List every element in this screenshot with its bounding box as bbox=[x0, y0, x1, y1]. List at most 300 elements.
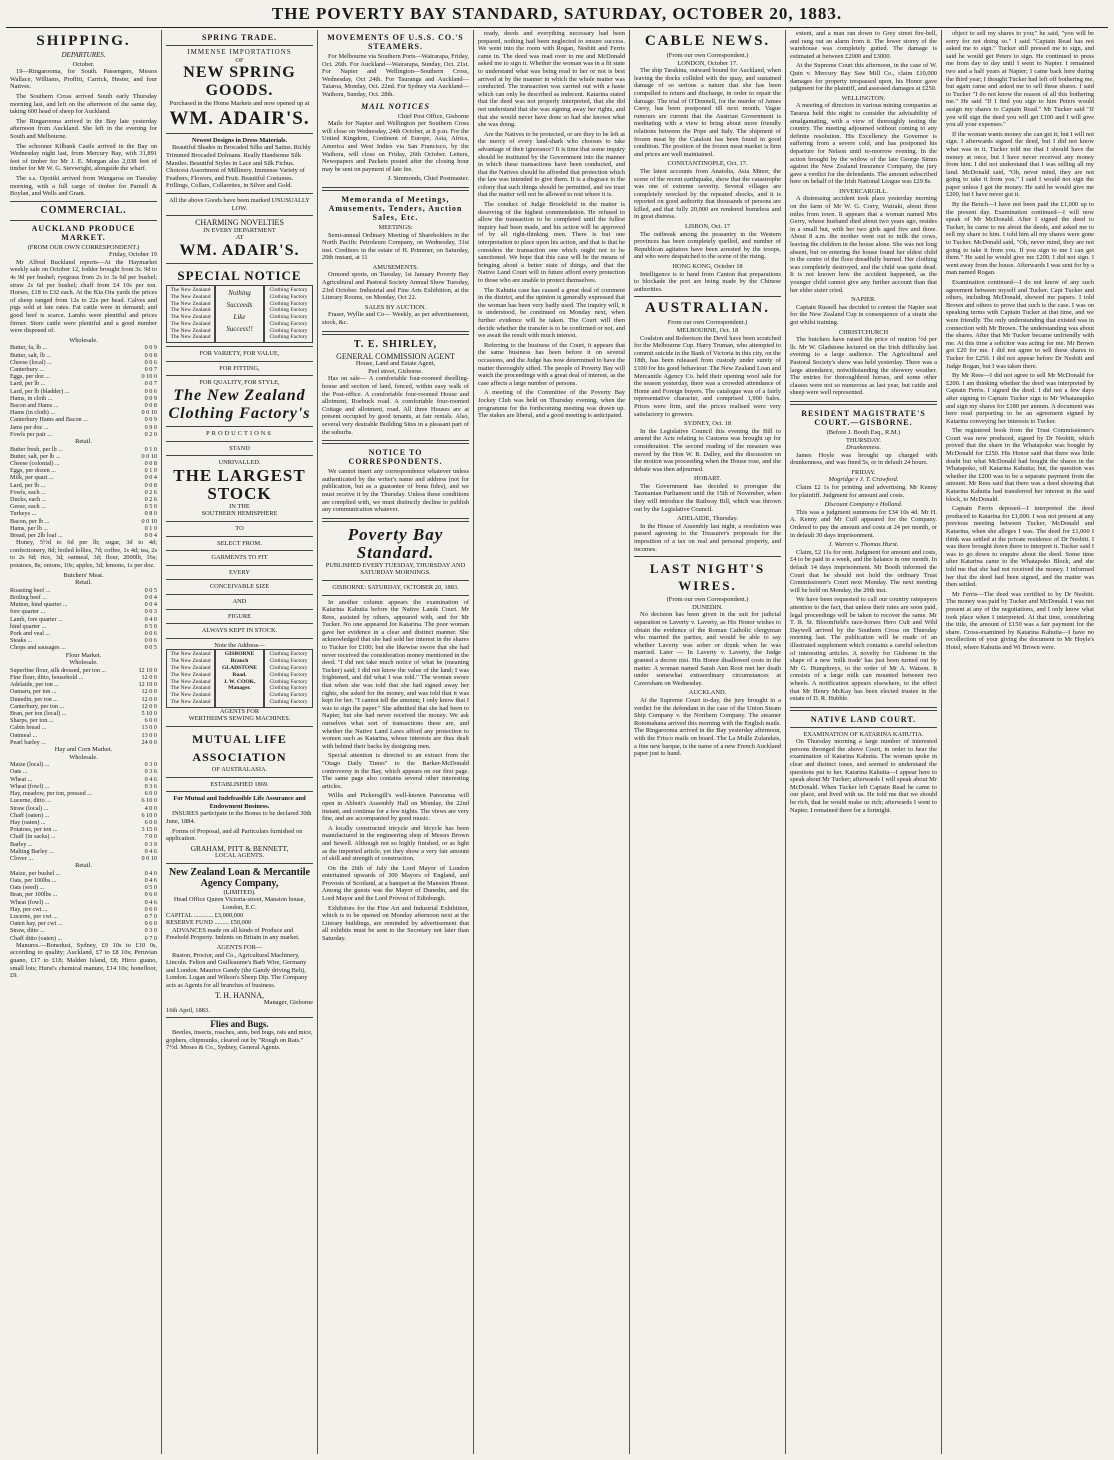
testimony-para: Mr Ferris—The deed was certified to by Dr Nesbitt. The money was paid by Tucker and McDonald. I was not present at any of the negotiations, and I only know what took place when I interpreted. At that time, considering the title, the amount of £150 was a fair payment for the share. Cross-examined by Katarina Kahutia—I have no recollection of your giving the document to Mr Hoyle's Hotel, where Kahutia and Wi Brown were. bbox=[946, 590, 1094, 651]
departures-text: 19—Ringarooma, for South. Passengers, Messrs Wallace, Williams, Proffitt, Carrick, Hester, and four Natives. bbox=[10, 68, 157, 91]
price-item: Chaff (in sacks) ... bbox=[10, 833, 56, 841]
article-para: Referring to the business of the Court, it appears that the same business has been before it on several occasions, and the Judge has now determined to have the matter thoroughly sifted. The people of Poverty Bay will watch the proceedings with a great deal of interest, as the case affects a large number of persons. bbox=[478, 341, 625, 387]
drunkenness-text: James Hoyle was brought up charged with drunkenness, and was fined 5s, or in default 24 hours. bbox=[790, 451, 937, 467]
price-row bbox=[10, 601, 157, 608]
divider bbox=[166, 609, 313, 610]
price-item: Steaks ... bbox=[10, 637, 33, 645]
divider bbox=[166, 565, 313, 566]
price-value: 0 0 6 bbox=[144, 630, 157, 638]
testimony-para: By Mr Rees—I did not agree to sell Mr McDonald for £200. I am thinking whether the deed was interpreted by Captain Ferris. I signed the deed. I did not a few days after signing to Captain Tucker sign to Mr Whatanapiko and sign my shares for £180 per annum. A document was here read purporting to be an agreement signed by Katarina conveying her interests to Tucker. bbox=[946, 372, 1094, 425]
price-row bbox=[10, 841, 157, 848]
lisbon-text: The outbreak among the peasantry in the Western provinces has been completely quelled, and number of Republican agitators have been arrested by the troops, and who were despatched to the scene of the rising. bbox=[634, 230, 781, 261]
price-value: 0 7 0 bbox=[144, 934, 157, 942]
price-item: Butter, salt, lb ... bbox=[10, 351, 51, 359]
slogan-like: Like bbox=[233, 312, 246, 321]
price-row bbox=[10, 453, 157, 460]
price-row bbox=[10, 532, 157, 539]
rm-court-sub: (Before J. Booth Esq., R.M.) bbox=[826, 428, 901, 436]
auckland-market-heading: AUCKLAND PRODUCE MARKET. bbox=[31, 223, 136, 242]
news-para: We have been requested to call our country ratepayers attention to the fact, that unless their rates are soon paid, legal proceedings will be taken to recover the same. Mr T. R. St. Bloomfield's race-horses Hero Cult and Wild Daywell arrived by the Southern Cross on Thursday morning last. The publication will be made of an illustrated supplement which contains a careful selection of interesting articles. A novelty for Gisborne in the shape of a new 'milk trade' has just been turned out by Mr G. Humphreys, to the order of Mr A. Watson. It consists of a large milk can mounted between two wheels. A notification appears elsewhere, to the effect that Mr Henry McKay has been elected trustee in the estate of D. R. Hubble. bbox=[790, 596, 937, 703]
price-item: Chaff (oaten) ... bbox=[10, 811, 50, 819]
newest-designs: Newest Designs in Dress Materials. bbox=[191, 136, 288, 144]
price-row bbox=[10, 503, 157, 510]
price-item: Maize, per bushel ... bbox=[10, 869, 61, 877]
cf-label: Clothing Factory bbox=[269, 293, 308, 300]
and-label: AND bbox=[232, 598, 247, 605]
price-item: Adelaide, per ton ... bbox=[10, 681, 59, 689]
flies-text: Beetles, insects, roaches, ants, bed bugs, rats and mice, gophers, chipmunks, cleared out by "Rough on Rats." 7½d. Moses & Co., Sydney, General Agents. bbox=[166, 1028, 313, 1052]
testimony-para: object to sell my shares to you;" he said, "you will be sorry for not doing so." I said "Captain Read has not asked me to sign." Tucker still pressed me to sign, and said he would get Peters to sign. He continued to press me from day to day until I went to Napier. I remained two and a half years at Napier; I came back here during the third year; I thought Tucker had left off bothering me, but again came and asked me to sell these shares. I said to Tucker "I do not know the reason of all this bothering me." He said "If I find you sign to him Peters would assign my shares to Captain Read." Mr Tucker said "If you will sign the deed you will get £100 and I will give you all your expenses." bbox=[946, 30, 1094, 129]
double-rule bbox=[322, 187, 469, 191]
productions: PRODUCTIONS bbox=[206, 430, 273, 438]
editorial-para: On the 26th of July the Lord Mayor of London entertained upwards of 300 Mayors of England, and Provosts of Scotland, at a banquet at the Mansion House. Among the guests was the Mayor of Dunedin, and the Lord Mayor and the Lord Provost of Edinburgh. bbox=[322, 864, 469, 903]
to-label: TO bbox=[235, 525, 244, 533]
price-row bbox=[10, 688, 157, 695]
price-value: 0 4 6 bbox=[144, 876, 157, 884]
constantinople-dateline: CONSTANTINOPLE, Oct. 17. bbox=[667, 160, 748, 168]
ad-date: 16th April, 1883. bbox=[166, 1006, 210, 1014]
largest-stock: THE LARGEST STOCK bbox=[173, 465, 306, 503]
price-item: Geese, each ... bbox=[10, 503, 46, 511]
price-item: Lamb, fore quarter ... bbox=[10, 615, 63, 623]
napier-text: Captain Russell has decided to contest the Napier seat for the New Zealand Cup in consequence of a strain she got whilst training. bbox=[790, 303, 937, 326]
price-item: Maize (local) ... bbox=[10, 761, 50, 769]
price-item: Oamaru, per ton ... bbox=[10, 688, 57, 696]
price-item: Pork and veal ... bbox=[10, 630, 51, 638]
shipping-para: The schooner Kilbank Castle arrived in the Bay on Wednesday night last, from Mercury Bay, with 31,891 feet of timber for Mr J. E. Morgan also 2,038 feet of timber for Mr W. G. Sievwright, alongside the wharf. bbox=[10, 142, 157, 173]
double-rule bbox=[322, 440, 469, 444]
local-agents: LOCAL AGENTS. bbox=[214, 852, 265, 860]
london-dateline: LONDON, October 17. bbox=[677, 59, 738, 67]
constantinople-text: The latest accounts from Anatolia, Asia Minor, the scene of the recent earthquake, show that the catastrophe was one of extreme severity. Several villages are completely wrecked by the repeated shocks, and it is reported on good authority that thousands of persons are killed, and that fully 20,000 are rendered homeless and in great distress. bbox=[634, 167, 781, 221]
price-value: 13 0 0 bbox=[141, 724, 157, 732]
price-row bbox=[10, 510, 157, 517]
adelaide-text: In the House of Assembly last night, a resolution was passed agreeing to the Treasurer's proposals for the imposition of a tax on real and personal property, and incomes. bbox=[634, 522, 781, 553]
price-row bbox=[10, 877, 157, 884]
price-item: fore quarter ... bbox=[10, 608, 46, 616]
market-text: Mr Alfred Buckland reports—At the Haymarket weekly sale on October 12, fodder brought from 3s. 9d to 4s 9d per bushel; ryegrass from 2s to 3s 6d per bushel; straw 2s 6d per bushel; chaff from £4 10s per ton. Horses, £18 to £32 each. At the Kia Ora yards the prices of sheep ranged from 12s to 22s per head. Calves and pigs sold at late rates. Fat cattle were in demand; and good beef is scarce. Lambs were plentiful and prices firmer. Store cattle were plentiful and a good number were disposed of. bbox=[10, 258, 157, 335]
wellington-dateline: WELLINGTON. bbox=[841, 94, 886, 102]
price-value: 12 0 0 bbox=[141, 674, 157, 682]
price-row bbox=[10, 805, 157, 812]
price-item: Canterbury, per ton ... bbox=[10, 702, 65, 710]
price-row bbox=[10, 380, 157, 387]
price-row bbox=[10, 891, 157, 898]
peel-street: Peel street, Gisborne. bbox=[368, 367, 423, 375]
slogan-success: Success!! bbox=[226, 324, 253, 333]
price-item: Hay (oaten) ... bbox=[10, 818, 46, 826]
price-item: Straw (local) ... bbox=[10, 804, 49, 812]
sydney-dateline: SYDNEY, Oct. 18 bbox=[683, 420, 732, 428]
christchurch-text: The butchers have raised the price of mutton ½d per lb. Mr W. Gladstone lectured on the Irish difficulty last evening to a large audience. The Agricultural and Pastoral Society's show was held yesterday. There was a large attendance, notwithstanding the showery weather. The entries for thoroughbred horses, and some other classes were not so numerous as last year, but cattle and sheep were well represented. bbox=[790, 336, 937, 397]
price-row bbox=[10, 644, 157, 651]
price-value: 0 0 10 bbox=[141, 517, 157, 525]
price-value: 12 0 0 bbox=[141, 688, 157, 696]
price-value: 0 0 6 bbox=[144, 358, 157, 366]
flour-table bbox=[10, 667, 157, 746]
price-value: 0 1 0 bbox=[144, 445, 157, 453]
price-value: 7 0 0 bbox=[144, 833, 157, 841]
divider bbox=[166, 638, 313, 639]
cf-label: Clothing Factory bbox=[269, 678, 308, 685]
price-value: 0 0 10 bbox=[141, 854, 157, 862]
nz-label: The New Zealand bbox=[170, 692, 211, 699]
cf-label: Clothing Factory bbox=[269, 314, 308, 321]
branch-nz-column bbox=[166, 649, 215, 707]
nz-label: The New Zealand bbox=[170, 320, 211, 327]
price-row bbox=[10, 703, 157, 710]
nzcf-title-1: The New Zealand bbox=[173, 387, 306, 405]
price-item: Chaff ditto (oaten) ... bbox=[10, 934, 63, 942]
price-value: 0 0 6 bbox=[144, 387, 157, 395]
slogan-succeeds: Succeeds bbox=[226, 300, 253, 309]
price-item: Bread, per 2lb loaf ... bbox=[10, 532, 63, 540]
price-value: 0 0 3 bbox=[144, 608, 157, 616]
dunedin-text: No decision has been given in the suit for judicial separation re Laverty v. Laverty, as His Honor wishes to obtain the evidence of the Roman Catholic clergyman who married the parties, and would be able to say whether Laverty was sober or drunk when he was married. Later — In Laverty v. Laverty, the Judge granted a decree nisi. His Honor disallowed costs in the matter. A woman named Sarah Ann Root met her death under somewhat extraordinary circumstances at Caversham on Wednesday. bbox=[634, 611, 781, 687]
editorial-para: A locally constructed tricycle and bicycle has been manufactured in the engineering shop of Messrs Brown and Sewell. Although not so highly finished, or as light as the imported article, yet they show a very fair amount of skill and strength of construction. bbox=[322, 824, 469, 863]
price-item: Butter fresh, per lb ... bbox=[10, 445, 63, 453]
wires-correspondent: (From our own Correspondent.) bbox=[666, 596, 749, 604]
manager: Manager, Gisborne bbox=[263, 999, 313, 1007]
friday-heading: FRIDAY. bbox=[851, 468, 876, 476]
price-row bbox=[10, 623, 157, 630]
price-row bbox=[10, 906, 157, 913]
divider bbox=[166, 455, 313, 456]
divider bbox=[166, 777, 313, 778]
purchased-text: Purchased in the Home Markets and now opened up at bbox=[169, 100, 310, 108]
price-row bbox=[10, 344, 157, 351]
price-value: 0 0 4 bbox=[144, 474, 157, 482]
divider bbox=[166, 133, 313, 134]
price-item: Oatmeal ... bbox=[10, 731, 38, 739]
special-notice: SPECIAL NOTICE bbox=[177, 267, 302, 283]
price-value: 0 0 8 bbox=[144, 460, 157, 468]
price-item: Bran, per 100lbs ... bbox=[10, 891, 58, 899]
column-3 bbox=[318, 30, 474, 1454]
conceivable-size: CONCEIVABLE SIZE bbox=[209, 583, 270, 591]
double-rule bbox=[790, 401, 937, 405]
price-item: Canterbury ... bbox=[10, 366, 45, 374]
column-7 bbox=[942, 30, 1098, 1454]
divider bbox=[166, 536, 313, 537]
divider bbox=[166, 193, 313, 194]
price-row bbox=[10, 352, 157, 359]
amusements-heading: AMUSEMENTS. bbox=[372, 263, 419, 271]
hay-retail-table bbox=[10, 870, 157, 942]
mutual-life: MUTUAL LIFE ASSOCIATION bbox=[192, 731, 287, 764]
testimony-para: Examination continued—I do not know of any such agreement between myself and Tucker. Capt Tucker and others, including McDonald, showed me papers. I told Brown and others to prove that such is the case. I was on speaking terms with Captain Tucker at that time, and we were friendly. The only understanding that existed was in connection with Mr Brown. The understanding was about the shares. After that Mr Tucker became unfriendly with me. At this time a solicitor was acting for me. Mr Brown got £20 for me. I did not agree to sell these shares to Tucker for £250. I did not appear before Dr Nesbitt and Judge Rogan, but I was taken there. bbox=[946, 279, 1094, 370]
reserve-fund: RESERVE FUND ......... £50,000 bbox=[166, 919, 252, 927]
slogan-column bbox=[215, 285, 264, 343]
spring-trade: SPRING TRADE. bbox=[201, 33, 278, 42]
insures-text: INSURES participate in the Bonus to be declared 30th June, 1884. bbox=[166, 810, 312, 825]
meat-table bbox=[10, 587, 157, 652]
cable-correspondent: (From our own Correspondent.) bbox=[666, 52, 749, 59]
price-value: 0 0 5 bbox=[144, 586, 157, 594]
price-value: 0 7 0 bbox=[144, 912, 157, 920]
divider bbox=[166, 45, 313, 46]
editorial-para: In another column appears the examination of Katarina Kahutia before the Native Lands Court. Mr Rees, assisted by others, appeared with, and for Mr Tucker. No one appeared for Katarina. The poor woman gave her evidence in a clear and distinct manner. She acknowledged that she had sold her interest in the shares to Tucker for £100; but she likewise swore that she had never received the consideration money mentioned in the deed. "I did not take much notice of what he (meaning Tucker) said; I did not know the value of the land; I was frightened, and did what I was told." The woman swore that when she was told that she had signed away her rights, she asked for the money, and was told that it was kept for her. "I cannot tell the amount; I only know that I was to sign the paper." She admitted that she had been to Napier, but she had never received the money. We ask ourselves what sort of transactions these are, and whether the Native Land Laws afford any protection to women such as Katarina, whose interests are thus dealt with behind their backs by designing men. bbox=[322, 598, 469, 750]
price-value: 0 4 6 bbox=[144, 847, 157, 855]
price-row bbox=[10, 768, 157, 775]
nz-label: The New Zealand bbox=[170, 678, 211, 685]
wellington-text: A meeting of directors in various mining companies at Tararua held this night to consider the advisability of amalgamating, with a view of thoroughly testing the country. The meeting adjourned without coming to any definite resolution. His Excellency the Governor is suffering from a severe cold, and has postponed his departure for Nelson until to-morrow evening. In the action brought by the widow of the late George Simm against the New Zealand Insurance Company, the jury gave a verdict for the defendants. The amount subscribed here on behalf of the Irish National League was £29 8s. bbox=[790, 102, 937, 186]
price-value: 0 0 8 bbox=[144, 351, 157, 359]
sydney-text: In the Legislative Council this evening the Bill to amend the Acts relating to Customs was brought up for consideration. The second reading of the measure was moved by the Hon W. B. Dalley, and the discussion on the motion was proceeding when the House rose, and the debate was then adjourned. bbox=[634, 427, 781, 473]
column-6 bbox=[786, 30, 942, 1454]
price-row bbox=[10, 416, 157, 423]
australian-heading: AUSTRALIAN. bbox=[645, 300, 770, 317]
mail-text: Mails for Napier and Wellington per Southern Cross will close on Wednesday, 24th October, at 8 p.m. For the United Kingdom, Continent of Europe, Asia, Africa, America and West Indies via San Francisco, by the Waihora, will close on Friday, 26th October. Letters, Newspapers and Packets posted after the closing hour may be sent on payment of late fee. bbox=[322, 120, 469, 173]
sales-text: Fraser, Wyllie and Co— Weekly, as per advertisement, stock, &c. bbox=[322, 311, 469, 327]
price-row bbox=[10, 608, 157, 615]
price-row bbox=[10, 525, 157, 532]
cf-label: Clothing Factory bbox=[269, 685, 308, 692]
price-item: Fowls, each ... bbox=[10, 488, 46, 496]
branch-cf-column bbox=[264, 649, 313, 707]
price-value: 6 0 0 bbox=[144, 790, 157, 798]
price-row bbox=[10, 637, 157, 644]
shipping-heading: SHIPPING. bbox=[36, 33, 131, 49]
house-land: House, Land and Estate Agent, bbox=[355, 360, 436, 368]
column-1 bbox=[6, 30, 162, 1454]
hobart-dateline: HOBART. bbox=[693, 475, 721, 483]
departures-heading: DEPARTURES. bbox=[61, 51, 106, 59]
auckland-dateline: AUCKLAND. bbox=[688, 689, 727, 697]
shipping-para: The Ringarooma arrived in the Bay late yesterday afternoon from Auckland. She left in the evening for South and Melbourne. bbox=[10, 117, 157, 140]
price-row bbox=[10, 395, 157, 402]
always-kept: ALWAYS KEPT IN STOCK. bbox=[201, 627, 278, 635]
price-value: 0 0 10 bbox=[141, 452, 157, 460]
price-item: Lard, per lb (bladder) ... bbox=[10, 387, 70, 395]
branch-label: GLADSTONE bbox=[221, 664, 258, 671]
dateline: GISBORNE: SATURDAY, OCTOBER 20, 1883. bbox=[332, 583, 459, 591]
nz-label: The New Zealand bbox=[170, 307, 211, 314]
price-row bbox=[10, 424, 157, 431]
divider bbox=[166, 521, 313, 522]
notice-correspondents: NOTICE TO CORRESPONDENTS. bbox=[348, 448, 443, 467]
nz-loan: New Zealand Loan & Mercantile Agency Company, bbox=[169, 866, 310, 889]
paper-title: Poverty Bay Standard. bbox=[347, 524, 444, 562]
price-item: Cheese (colonial) ... bbox=[10, 460, 60, 468]
price-item: Lucerne, per cwt ... bbox=[10, 912, 58, 920]
column-4 bbox=[474, 30, 630, 1454]
capital: CAPITAL ............ £3,000,000 bbox=[166, 911, 244, 919]
column-5 bbox=[630, 30, 786, 1454]
cable-news-heading: CABLE NEWS. bbox=[644, 33, 771, 49]
price-value: 6 10 0 bbox=[141, 797, 157, 805]
editorial-para: Exhibitors for the Fine Art and Industrial Exhibition, which is to be opened on Monday afternoon next at the Literary buildings, are reminded by advertisement that all exhibits must be sent to the Secretary not later than Saturday. bbox=[322, 904, 469, 943]
divider bbox=[10, 201, 157, 202]
article-para: The conduct of Judge Brookfield in the matter is deserving of the highest commendation. He refused to allow the transaction to be completed until the fullest inquiry had been made, and his action will be approved of by all right-thinking men. There is but one interpretation to place upon his action, and that is that he considers the transaction one which ought not to be sanctioned. We hope that this case will be the means of bringing about a better state of things, and that the Native Land Court will in future afford every protection to those who are unable to protect themselves. bbox=[478, 201, 625, 284]
price-item: Hams, per lb ... bbox=[10, 524, 48, 532]
price-row bbox=[10, 496, 157, 503]
branch-label: Branch bbox=[230, 658, 249, 665]
divider bbox=[166, 375, 313, 376]
examination-heading: EXAMINATION OF KATARINA KAHUTIA. bbox=[803, 730, 924, 738]
price-value: 0 3 6 bbox=[144, 768, 157, 776]
cf-label-column bbox=[264, 285, 313, 343]
at-label: AT bbox=[235, 234, 244, 242]
australasia: OF AUSTRALASIA. bbox=[211, 765, 268, 773]
price-value: 0 6 0 bbox=[144, 891, 157, 899]
price-row bbox=[10, 616, 157, 623]
price-value: 12 0 0 bbox=[141, 695, 157, 703]
price-row bbox=[10, 630, 157, 637]
price-value: 0 0 9 bbox=[144, 416, 157, 424]
price-value: 0 0 8 bbox=[144, 481, 157, 489]
price-row bbox=[10, 870, 157, 877]
price-row bbox=[10, 696, 157, 703]
slogan-nothing: Nothing bbox=[228, 288, 251, 297]
hobart-text: The Government has decided to prorogue the Tasmanian Parliament until the 15th of November, when they will introduce the Railway Bill, which was thrown out by the Legislative Council. bbox=[634, 482, 781, 513]
nzcf-title-2: Clothing Factory's bbox=[168, 405, 311, 423]
price-item: Potatoes, per ton ... bbox=[10, 826, 58, 834]
australian-correspondent: From our own Correspondent.) bbox=[667, 319, 748, 327]
price-row bbox=[10, 797, 157, 804]
divider bbox=[166, 215, 313, 216]
price-value: 12 0 0 bbox=[141, 702, 157, 710]
price-item: Dunedin, per ton ... bbox=[10, 695, 58, 703]
price-value: 3 15 0 bbox=[141, 826, 157, 834]
nz-label: The New Zealand bbox=[170, 698, 211, 705]
price-row bbox=[10, 833, 157, 840]
note-address: Note the Address— bbox=[214, 641, 265, 649]
divider bbox=[166, 863, 313, 864]
dunedin-dateline: DUNEDIN. bbox=[692, 603, 723, 611]
price-row bbox=[10, 460, 157, 467]
price-row bbox=[10, 826, 157, 833]
stand-label: STAND bbox=[229, 444, 250, 452]
cf-label: Clothing Factory bbox=[269, 698, 308, 705]
price-row bbox=[10, 373, 157, 380]
price-value: 0 10 0 bbox=[141, 373, 157, 381]
cf-label: Clothing Factory bbox=[269, 327, 308, 334]
amusements-text: Ormond sports, on Tuesday, 1st January Poverty Bay Agricultural and Pastoral Society Annual Show Tuesday, 23rd October. Industrial and Fine Arts Exhibition, at the Literary Rooms, on Monday, Oct 22. bbox=[322, 271, 469, 302]
special-notice-grid bbox=[166, 285, 313, 343]
notice-text: We cannot insert any correspondence whatever unless authenticated by the writer's name and address (not for publication, but as a guarantee of bona fides), and we must receive it by the Thursday. Unless these conditions are complied with, we must distinctly decline to publish any communication whatever. bbox=[322, 468, 469, 514]
cf-label: Clothing Factory bbox=[269, 320, 308, 327]
price-row bbox=[10, 935, 157, 942]
agents-text: Ruston, Proctor, and Co., Agricultural Machinery, Lincoln. Felton and Guilleaume's Barb Wire, Germany and London. Maurice Gandy (the Gandy driving Belt), London. Logan and Wilson's Sheep Dip. The Company acts as Agents for all branches of business. bbox=[166, 951, 308, 989]
limited: (LIMITED). bbox=[223, 888, 256, 896]
drunkenness-heading: Drunkenness. bbox=[846, 444, 881, 452]
flour-heading: Flour Market. bbox=[65, 651, 102, 659]
of-label: OF bbox=[235, 56, 244, 64]
article-para: ready, deeds and everything necessary had been prepared, nothing had been neglected to ensure success. We went into the room with Rogan, Nesbitt and Ferris came in. The deed was read over to me and McDonald asked me to sign it. Whether the woman was in a fit state to understand what was being read to her or not is best arrived at by the manner in which the whole matter was conducted. The transaction was carried out with a haste which can only be described as indecent. Katarina stated that the deed was not properly interpreted, that she did not understand that she was signing away her rights, and that she would never have done so had she known what she was doing. bbox=[478, 30, 625, 129]
price-value: 0 0 4 bbox=[144, 594, 157, 602]
divider bbox=[166, 346, 313, 347]
price-item: Boiling beef ... bbox=[10, 594, 47, 602]
advances-text: ADVANCES made on all kinds of Produce and Freehold Property. Indents on Britain in any market. bbox=[166, 926, 300, 942]
price-value: 4 0 0 bbox=[144, 804, 157, 812]
price-value: 0 0 6 bbox=[144, 637, 157, 645]
price-row bbox=[10, 884, 157, 891]
flies-bugs: Flies and Bugs. bbox=[210, 1019, 269, 1030]
price-item: Straw, ditto ... bbox=[10, 927, 45, 935]
hanna: T. H. HANNA, bbox=[215, 990, 264, 1000]
price-item: Lard, per lb ... bbox=[10, 481, 46, 489]
price-value: 0 1 0 bbox=[144, 467, 157, 475]
commercial-heading: COMMERCIAL. bbox=[40, 204, 127, 216]
graham-pitt: GRAHAM, PITT & BENNETT, bbox=[190, 843, 289, 853]
price-item: Lard, per lb ... bbox=[10, 380, 46, 388]
price-value: 0 0 9 bbox=[144, 344, 157, 352]
branch-grid bbox=[166, 649, 313, 707]
chief-post-office: Chief Post Office, Gisborne bbox=[397, 112, 469, 120]
case-mogridge: Mogridge v J. T. Crawford. bbox=[828, 476, 899, 484]
divider bbox=[322, 595, 469, 596]
melbourne-text: Coulston and Robertson the Devil have been scratched for the Melbourne Cup. Harry Truman, who attempted to commit suicide in the Bank of Victoria in this city, on the 18th, has been released from custody under surety of £100 for his good behaviour. The New Zealand Loan and Mercantile Agency Co. held their opening wool sale for the season yesterday, there was a crowded attendance of Home and Foreign buyers. The catalogue was of a fairly representative character, and comprised 1,900 bales. Prices were firm, and the prices realised were very satisfactory to growers. bbox=[634, 334, 781, 418]
rm-court-heading: RESIDENT MAGISTRATE'S COURT.—GISBORNE. bbox=[801, 408, 926, 427]
meetings-heading: MEETINGS: bbox=[378, 223, 413, 231]
price-item: Wheat (fowl) ... bbox=[10, 898, 50, 906]
case-discount-text: This was a judgment summons for £34 10s 4d. Mr H. A. Kenny and Mr Cuff appeared for the Company. Ordered to pay the amount and costs at 24 per month, or in default 30 days imprisonment. bbox=[790, 508, 937, 539]
every-department: IN EVERY DEPARTMENT bbox=[203, 226, 276, 234]
auckland-text: At the Supreme Court to-day, the jury brought in a verdict for the defendant in the case of the Union Steam Ship Company v. the Northern Company. The steamer Rotomahana arrived this morning with the English mails. The Ringarooma arrived in the Bay yesterday afternoon, with the Frisco mails on board. The La Mulle Zulandais, a fine new barque, is the name of a new French Auckland paper just to hand. bbox=[634, 696, 781, 758]
price-item: Barley ... bbox=[10, 840, 33, 848]
price-value: 13 0 0 bbox=[141, 731, 157, 739]
head-office: Head Office Queen Victoria-street, Mansion house, London, E.C. bbox=[173, 896, 306, 912]
price-row bbox=[10, 518, 157, 525]
price-item: Roasting beef ... bbox=[10, 586, 51, 594]
price-value: 0 0 4 bbox=[144, 601, 157, 609]
christchurch-dateline: CHRISTCHURCH bbox=[838, 328, 889, 336]
divider bbox=[166, 550, 313, 551]
price-value: 6 0 0 bbox=[144, 717, 157, 725]
testimony-para: If the woman wants money she can get it; but I will not sign. I afterwards signed the deed, but I did not know what was in it. Tucker told me that I should have the money at once, but I have never received any money from him. I did not understand that I was selling all my land. McDonald said, "Oh, never mind, they are not going to take it from you." I said I would not sign the paper unless I got the money. He said he would give me £200, but I have never got it. bbox=[946, 130, 1094, 199]
price-value: 0 4 0 bbox=[144, 615, 157, 623]
testimony-para: By the Bench—I have not been paid the £1,000 up to the present day. Examination continued—I will now speak of Mr McDonald. After I signed the deed to Tucker, he came to me about the deeds, and asked me to sell my share to him. I told him all my shares were gone to Tucker. McDonald said, "Oh, never mind, they are not going to take it from you. If you sign to me I can get them." He said he would give me £200. I did not sign. I went away from the house. Afterwards I was sent for by a man named Rogan. bbox=[946, 201, 1094, 277]
sales-heading: SALES BY AUCTION. bbox=[364, 303, 427, 311]
divider bbox=[790, 727, 937, 728]
divider bbox=[166, 726, 313, 727]
case-discount: Discount Company v Holland. bbox=[824, 501, 903, 509]
shirley-sale-text: Has on sale— A comfortable four-roomed dwelling-house and section of land, fenced, within easy walk of the Post-office. A comfortable four-roomed House and allotment, Roebuck road. A comfortable four-roomed Cottage and allotment, road. All three Houses are at present occupied by good tenants, at fair rentals. Also, several very desirable Building Sites in a pleasant part of the suburbs. bbox=[322, 375, 469, 436]
wholesale-table bbox=[10, 344, 157, 438]
price-row bbox=[10, 848, 157, 855]
price-item: Chops and sausages ... bbox=[10, 644, 66, 652]
fitting-line: FOR FITTING, bbox=[219, 364, 260, 372]
price-row bbox=[10, 594, 157, 601]
price-item: Hay, per cwt ... bbox=[10, 905, 48, 913]
masthead: THE POVERTY BAY STANDARD, SATURDAY, OCTOBER 20, 1883. bbox=[271, 4, 843, 23]
case-mogridge-text: Claim £2 1s for printing and advertising. Mr Kenny for plaintiff. Judgment for amount and costs. bbox=[790, 484, 937, 499]
price-row bbox=[10, 783, 157, 790]
price-value: 0 4 6 bbox=[144, 898, 157, 906]
nz-label: The New Zealand bbox=[170, 314, 211, 321]
news-para: extent, and a man ran down to Grey street fire-bell, and rang out an alarm from it. The lower storey of the warehouse was completely gutted. The damage is estimated at between £2000 and £3000. bbox=[790, 30, 937, 60]
price-value: 0 3 0 bbox=[144, 761, 157, 769]
price-row bbox=[10, 482, 157, 489]
price-item: Hay, meadow, per ton, pressed ... bbox=[10, 790, 92, 798]
price-row bbox=[10, 710, 157, 717]
divider bbox=[166, 263, 313, 264]
quality-line: FOR QUALITY, FOR STYLE, bbox=[199, 379, 280, 387]
price-row bbox=[10, 913, 157, 920]
agents-for-2: AGENTS FOR— bbox=[216, 944, 263, 952]
double-rule bbox=[790, 707, 937, 711]
variety-line: FOR VARIETY, FOR VALUE, bbox=[199, 350, 280, 358]
branch-label: Manager. bbox=[228, 685, 251, 692]
nz-label: The New Zealand bbox=[170, 327, 211, 334]
price-row bbox=[10, 732, 157, 739]
price-item: Fine flour, ditto, household ... bbox=[10, 674, 84, 682]
price-row bbox=[10, 366, 157, 373]
price-value: 0 2 0 bbox=[144, 430, 157, 438]
divider bbox=[634, 296, 781, 297]
invercargill-text: A distressing accident took place yesterday morning on the farm of Mr W. G. Corry, Wairaki, about three miles from town. It appears that a woman named Mrs Gerry, whose husband died about two years ago, resides in a small hut, with her two girls aged five and three. About 8 a.m. the mother went out to milk the cows, leaving the children in the house alone. She was not long absent, but on entering the house found her eldest child in the centre of the floor dreadfully burned. Her clothing was completely destroyed, and the child was quite dead. It is not known how the accident happened, as the younger child cannot give any further account than that her elder sister cried. bbox=[790, 195, 937, 294]
